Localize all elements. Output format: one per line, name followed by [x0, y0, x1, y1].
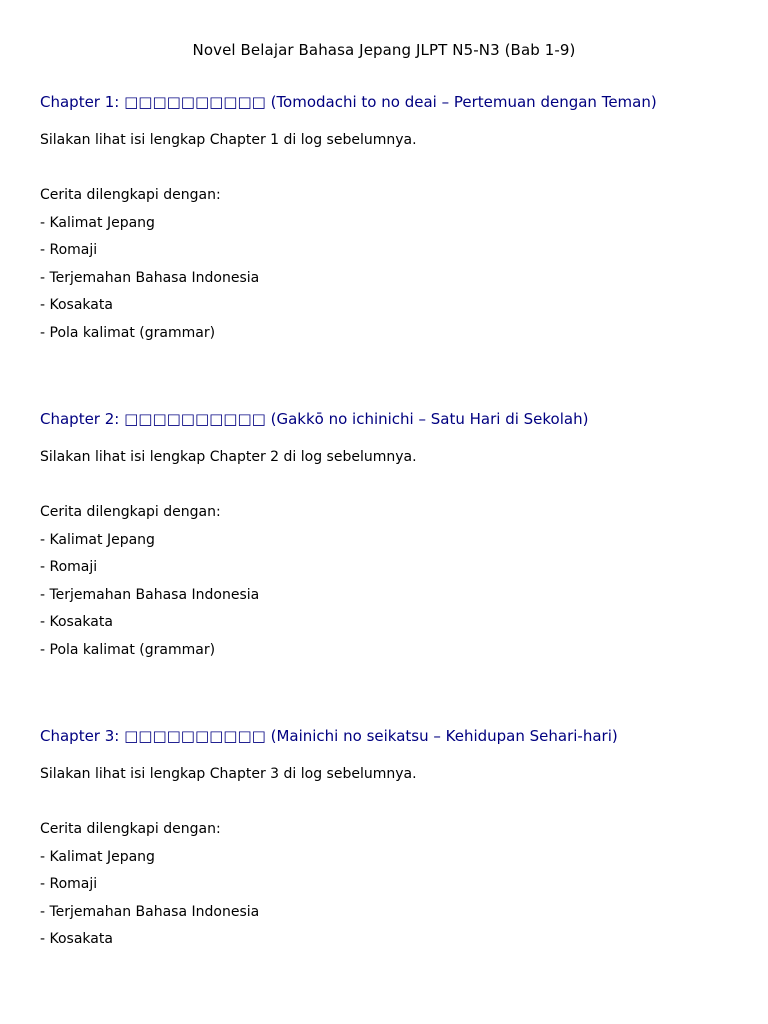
chapter-1-feature-list [40, 213, 740, 343]
chapter-2-feature-list [40, 530, 740, 660]
feature-item: - Terjemahan Bahasa Indonesia [40, 903, 260, 920]
chapter-1-heading: Chapter 1: □□□□□□□□□□ (Tomodachi to no deai – Pertemuan dengan Teman) [40, 93, 657, 111]
feature-item: - Kosakata [40, 931, 113, 948]
chapter-3-section [40, 726, 740, 949]
feature-item: - Pola kalimat (grammar) [40, 641, 216, 658]
feature-item: - Romaji [40, 876, 98, 893]
feature-item: - Kosakata [40, 297, 113, 314]
feature-item: - Kosakata [40, 614, 113, 631]
feature-item: - Romaji [40, 242, 98, 259]
feature-item: - Romaji [40, 559, 98, 576]
chapter-2-section [40, 409, 740, 660]
feature-item: - Kalimat Jepang [40, 531, 155, 548]
chapter-2-note: Silakan lihat isi lengkap Chapter 2 di log sebelumnya. [40, 449, 417, 465]
chapter-3-note: Silakan lihat isi lengkap Chapter 3 di log sebelumnya. [40, 766, 417, 782]
feature-item: - Pola kalimat (grammar) [40, 324, 216, 341]
chapter-3-heading: Chapter 3: □□□□□□□□□□ (Mainichi no seikatsu – Kehidupan Sehari-hari) [40, 727, 618, 745]
chapter-1-note: Silakan lihat isi lengkap Chapter 1 di log sebelumnya. [40, 132, 417, 148]
feature-item: - Terjemahan Bahasa Indonesia [40, 586, 260, 603]
feature-item: - Kalimat Jepang [40, 214, 155, 231]
chapter-1-intro: Cerita dilengkapi dengan: [40, 187, 221, 203]
chapter-3-feature-list [40, 847, 740, 950]
chapter-3-intro: Cerita dilengkapi dengan: [40, 821, 221, 837]
document-title: Novel Belajar Bahasa Jepang JLPT N5-N3 (Bab 1-9) [192, 41, 576, 59]
feature-item: - Terjemahan Bahasa Indonesia [40, 269, 260, 286]
chapter-2-heading: Chapter 2: □□□□□□□□□□ (Gakkō no ichinichi – Satu Hari di Sekolah) [40, 410, 589, 428]
feature-item: - Kalimat Jepang [40, 848, 155, 865]
chapter-2-intro: Cerita dilengkapi dengan: [40, 504, 221, 520]
chapter-1-section [40, 92, 740, 343]
